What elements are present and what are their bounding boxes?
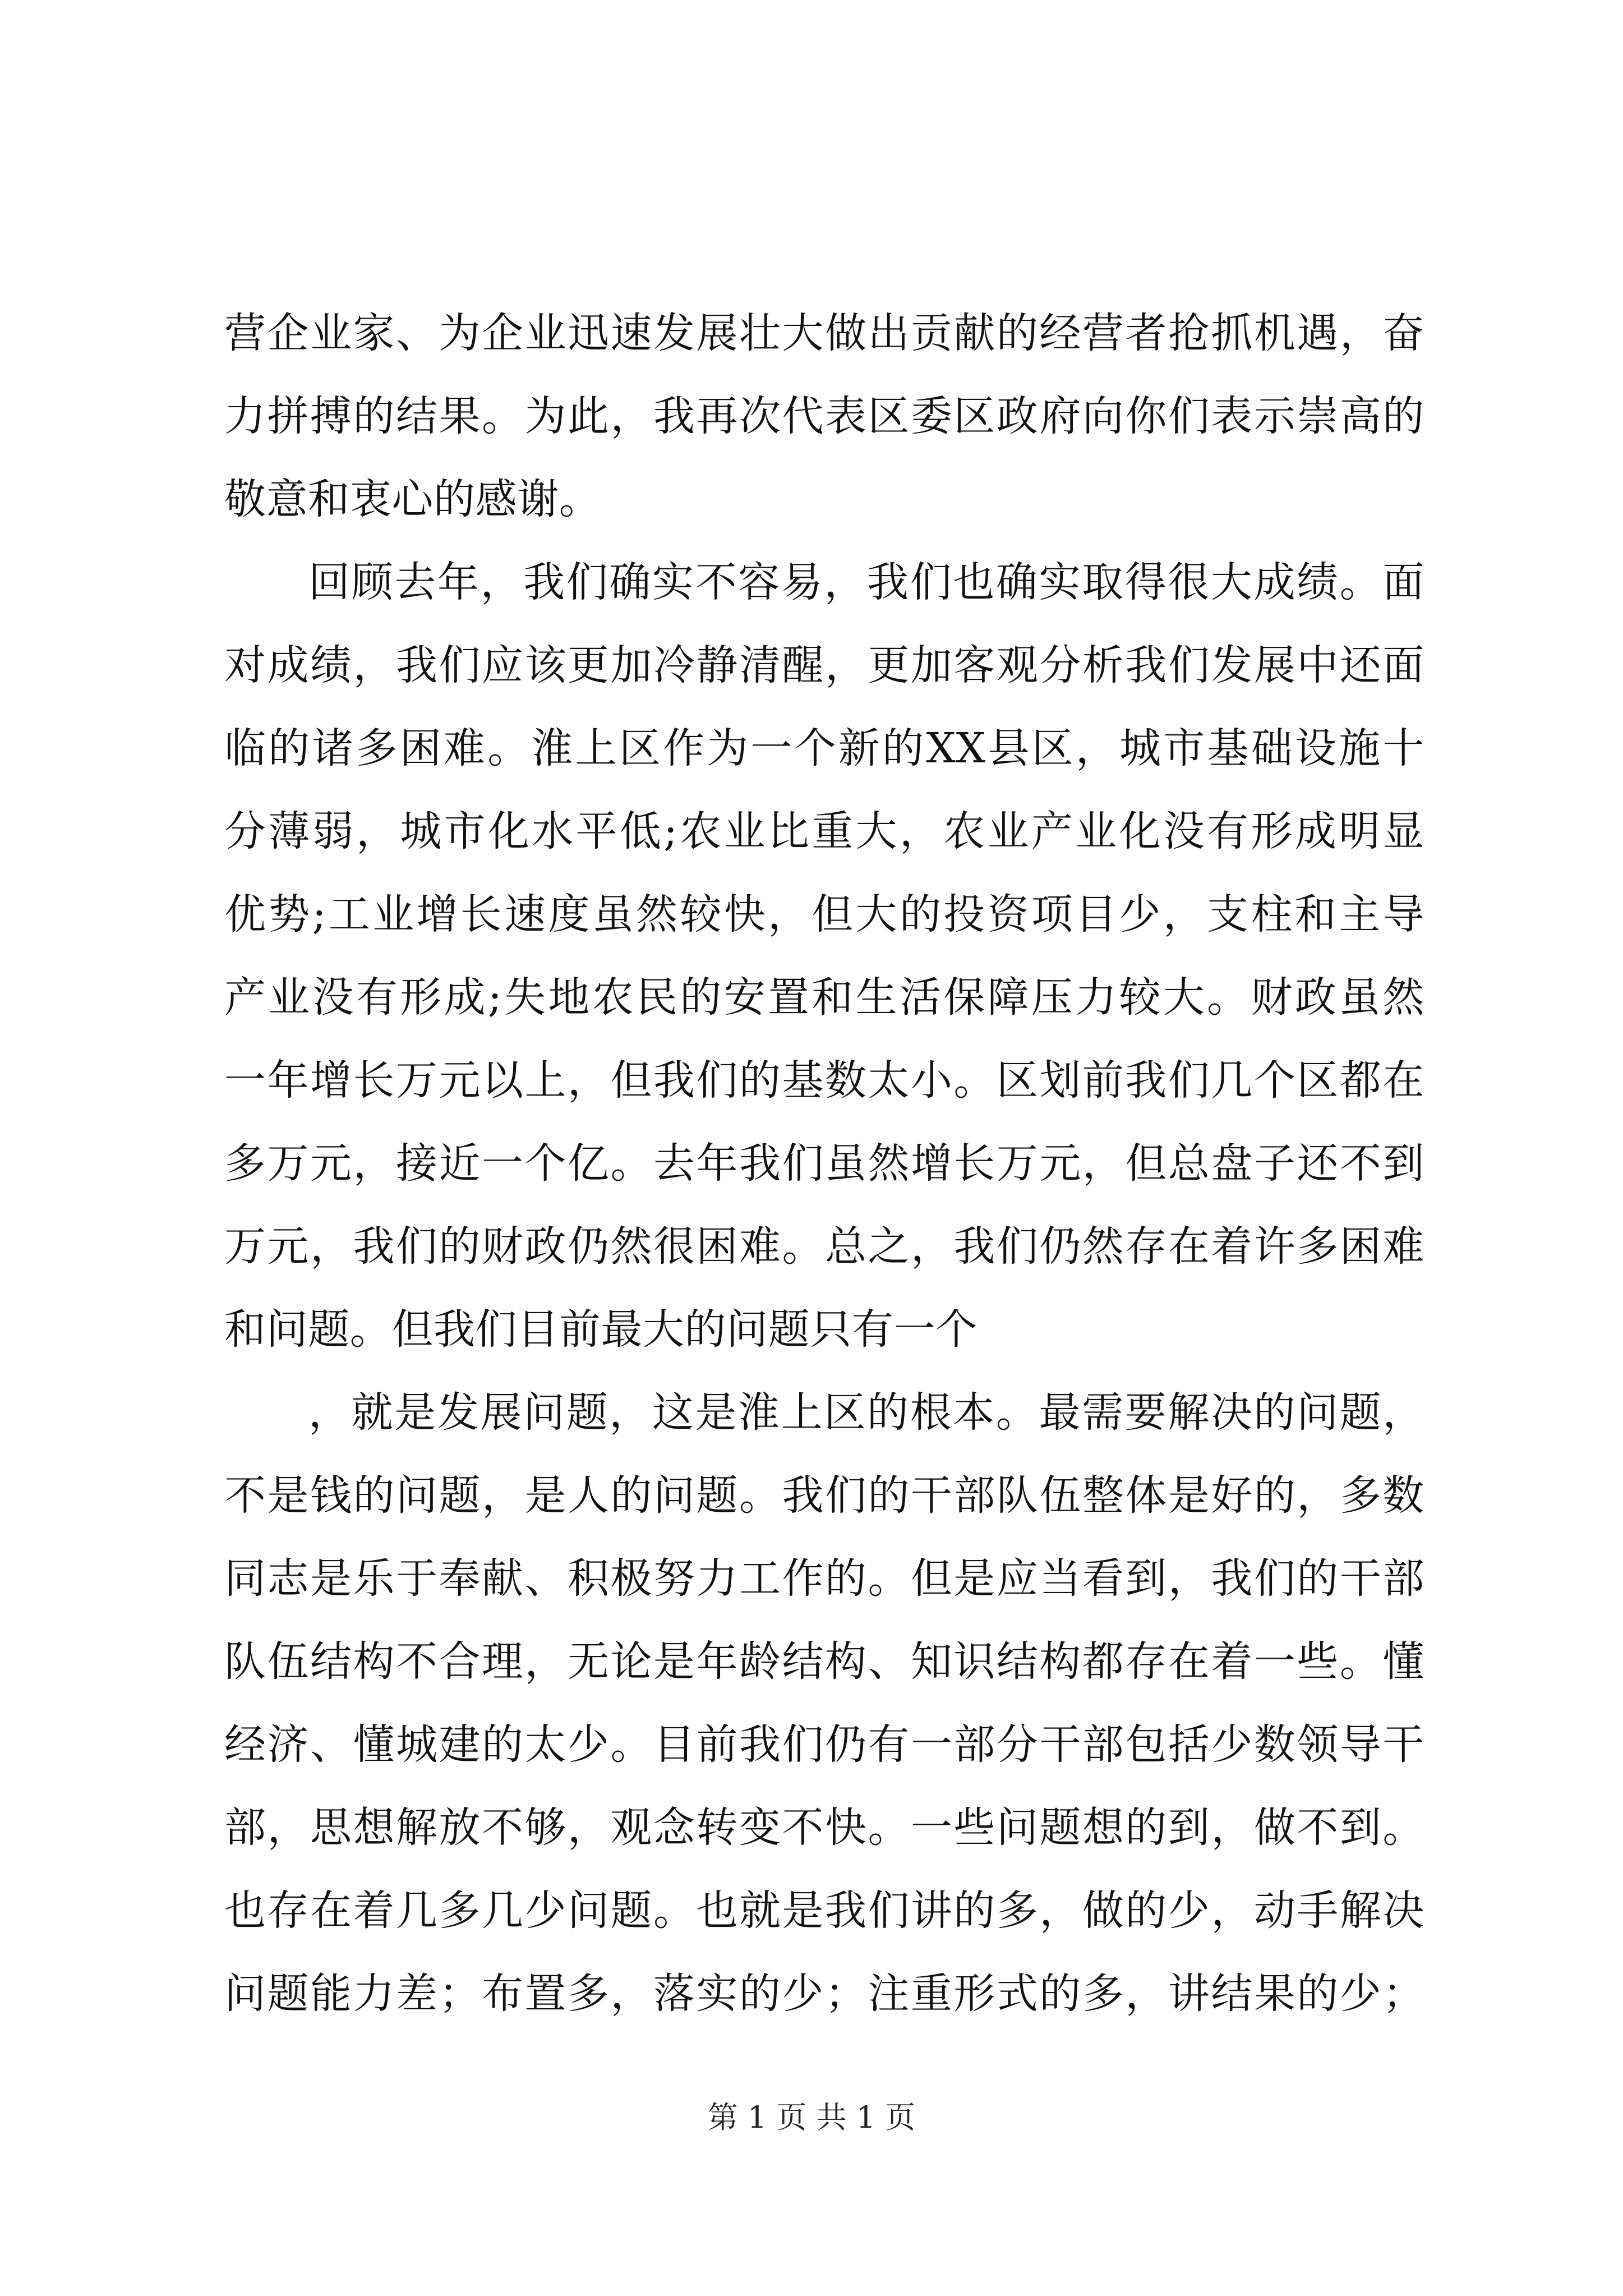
text-line: 和问题。但我们目前最大的问题只有一个 [224, 1305, 978, 1354]
text-line: 经济、懂城建的太少。目前我们仍有一部分干部包括少数领导干 [224, 1720, 1424, 1769]
text-line: 队伍结构不合理，无论是年龄结构、知识结构都存在着一些。懂 [224, 1637, 1424, 1686]
text-line: 敬意和衷心的感谢。 [224, 475, 601, 523]
text-line: 产业没有形成;失地农民的安置和生活保障压力较大。财政虽然 [224, 973, 1424, 1022]
text-line: 不是钱的问题，是人的问题。我们的干部队伍整体是好的，多数 [224, 1471, 1424, 1520]
text-line: 万元，我们的财政仍然很困难。总之，我们仍然存在着许多困难 [224, 1222, 1424, 1271]
text-line: 临的诸多困难。淮上区作为一个新的XX县区，城市基础设施十 [224, 724, 1424, 772]
text-line: 回顾去年，我们确实不容易，我们也确实取得很大成绩。面 [308, 558, 1424, 606]
text-line: 多万元，接近一个亿。去年我们虽然增长万元，但总盘子还不到 [224, 1139, 1424, 1188]
text-line: 部，思想解放不够，观念转变不快。一些问题想的到，做不到。 [224, 1803, 1424, 1852]
text-line: 分薄弱，城市化水平低;农业比重大，农业产业化没有形成明显 [224, 807, 1424, 855]
text-line: 同志是乐于奉献、积极努力工作的。但是应当看到，我们的干部 [224, 1554, 1424, 1603]
text-line: 也存在着几多几少问题。也就是我们讲的多，做的少，动手解决 [224, 1887, 1424, 1935]
text-line: 对成绩，我们应该更加冷静清醒，更加客观分析我们发展中还面 [224, 641, 1424, 689]
page-footer: 第 1 页 共 1 页 [707, 2100, 916, 2135]
text-line: 力拼搏的结果。为此，我再次代表区委区政府向你们表示崇高的 [224, 392, 1424, 440]
text-line: 营企业家、为企业迅速发展壮大做出贡献的经营者抢抓机遇，奋 [224, 309, 1424, 357]
body-text [224, 292, 1424, 2035]
text-line: 优势;工业增长速度虽然较快，但大的投资项目少，支柱和主导 [224, 890, 1424, 938]
text-line: ，就是发展问题，这是淮上区的根本。最需要解决的问题， [308, 1388, 1424, 1437]
text-line: 一年增长万元以上，但我们的基数太小。区划前我们几个区都在 [224, 1056, 1424, 1105]
text-line: 问题能力差；布置多，落实的少；注重形式的多，讲结果的少； [224, 1970, 1424, 2018]
